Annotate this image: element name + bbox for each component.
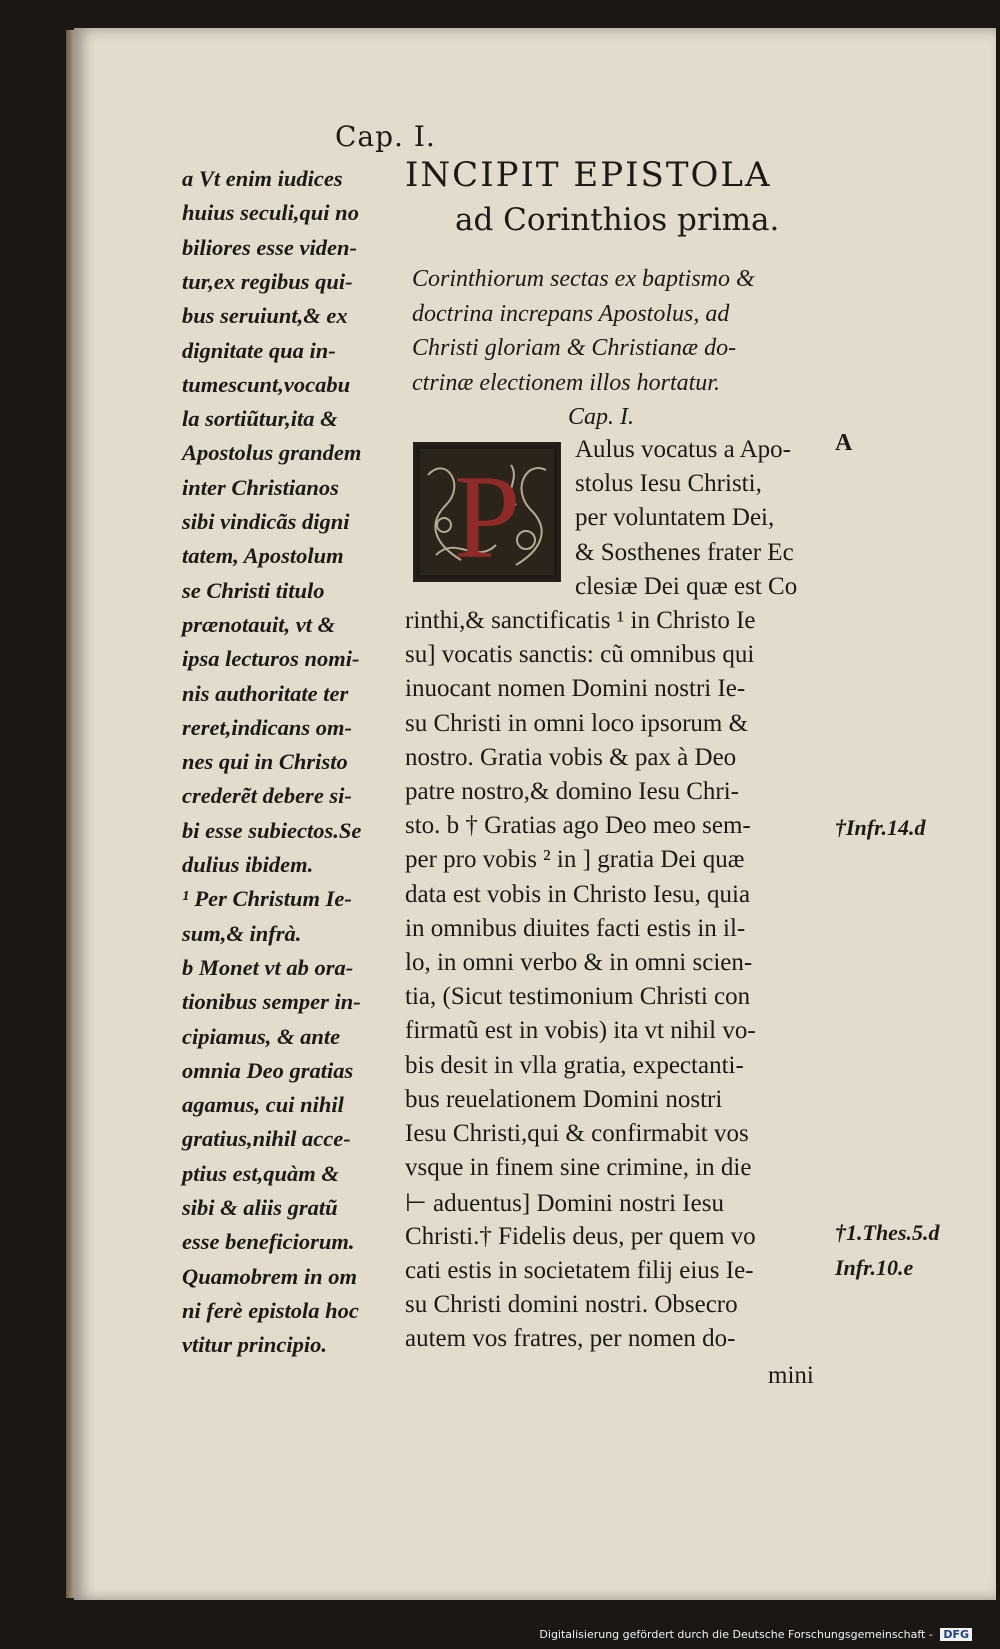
body-text-line: lo, in omni verbo & in omni scien- bbox=[405, 949, 753, 976]
body-text-line: sto. b † Gratias ago Deo meo sem- bbox=[405, 812, 751, 840]
side-note-line: b Monet vt ab ora- bbox=[182, 954, 354, 980]
body-text-line: su Christi domini nostri. Obsecro bbox=[405, 1291, 738, 1318]
cross-reference: †Infr.14.d bbox=[835, 815, 926, 840]
side-note-line: biliores esse viden- bbox=[182, 234, 357, 260]
body-text-line: per voluntatem Dei, bbox=[575, 504, 775, 532]
body-text-line: bus reuelationem Domini nostri bbox=[405, 1085, 723, 1113]
side-note-line: ptius est,quàm & bbox=[182, 1160, 339, 1186]
side-note-line: ¹ Per Christum Ie- bbox=[182, 886, 352, 912]
side-note-line: tumescunt,vocabu bbox=[182, 371, 351, 397]
body-text-line: data est vobis in Christo Iesu, quia bbox=[405, 880, 751, 908]
body-text-line: inuocant nomen Domini nostri Ie- bbox=[405, 675, 746, 703]
chapter-label: Cap. I. bbox=[568, 404, 634, 430]
side-note-line: agamus, cui nihil bbox=[182, 1092, 344, 1118]
body-text-line: su] vocatis sanctis: cũ omnibus qui bbox=[405, 641, 755, 669]
side-note-line: inter Christianos bbox=[182, 474, 339, 500]
decorated-initial bbox=[413, 442, 561, 582]
side-note-line: crederẽt debere si- bbox=[182, 783, 352, 809]
side-note-line: nes qui in Christo bbox=[182, 749, 348, 775]
argument-line: Corinthiorum sectas ex baptismo & bbox=[412, 266, 755, 292]
side-note-line: tatem, Apostolum bbox=[182, 543, 344, 569]
side-note-line: esse beneficiorum. bbox=[182, 1229, 355, 1255]
side-note-line: ni ferè epistola hoc bbox=[182, 1297, 359, 1323]
body-text-line: stolus Iesu Christi, bbox=[575, 470, 762, 498]
catchword: mini bbox=[768, 1362, 814, 1389]
side-note-line: nis authoritate ter bbox=[182, 680, 349, 706]
side-note-line: dignitate qua in- bbox=[182, 337, 336, 363]
body-text-line: Iesu Christi,qui & confirmabit vos bbox=[405, 1120, 749, 1147]
side-note-line: tur,ex regibus qui- bbox=[182, 268, 353, 294]
section-marker-a: A bbox=[835, 430, 853, 456]
body-text-line: ⊢ aduentus] Domini nostri Iesu bbox=[405, 1190, 724, 1218]
body-text-line: bis desit in vlla gratia, expectanti- bbox=[405, 1051, 744, 1079]
body-text-line: tia, (Sicut testimonium Christi con bbox=[405, 983, 751, 1011]
side-note-line: a Vt enim iudices bbox=[182, 166, 343, 191]
argument-line: doctrina increpans Apostolus, ad bbox=[412, 300, 730, 327]
body-text-line: patre nostro,& domino Iesu Chri- bbox=[405, 778, 739, 805]
side-note-line: Quamobrem in om bbox=[182, 1263, 358, 1289]
side-note-line: sibi & aliis gratũ bbox=[182, 1195, 338, 1220]
side-note-line: bi esse subiectos.Se bbox=[182, 817, 362, 843]
side-note-line: omnia Deo gratias bbox=[182, 1057, 354, 1083]
epistle-title: INCIPIT EPISTOLA bbox=[405, 155, 772, 195]
body-text-line: cati estis in societatem filij eius Ie- bbox=[405, 1256, 754, 1284]
epistle-subtitle: ad Corinthios prima. bbox=[455, 202, 780, 238]
body-text-line: clesiæ Dei quæ est Co bbox=[575, 572, 798, 600]
chapter-heading: Cap. I. bbox=[335, 120, 436, 153]
body-text-line: Aulus vocatus a Apo- bbox=[575, 436, 791, 463]
body-text-line: Christi.† Fidelis deus, per quem vo bbox=[405, 1222, 756, 1250]
side-note-line: bus seruiunt,& ex bbox=[182, 303, 348, 329]
body-text-line: rinthi,& sanctificatis ¹ in Christo Ie bbox=[405, 607, 756, 634]
body-text-line: per pro vobis ² in ] gratia Dei quæ bbox=[405, 846, 745, 874]
body-text-line: su Christi in omni loco ipsorum & bbox=[405, 709, 749, 737]
initial-letter: P bbox=[453, 450, 521, 579]
side-note-line: tionibus semper in- bbox=[182, 989, 361, 1015]
body-text-line: nostro. Gratia vobis & pax à Deo bbox=[405, 743, 737, 771]
side-note-line: gratius,nihil acce- bbox=[182, 1126, 351, 1152]
side-note-line: ipsa lecturos nomi- bbox=[182, 646, 360, 672]
initial-ornament-image bbox=[416, 445, 558, 579]
side-note-line: reret,indicans om- bbox=[182, 714, 353, 740]
side-note-line: dulius ibidem. bbox=[182, 852, 314, 877]
side-note-line: sibi vindicãs digni bbox=[182, 509, 350, 534]
body-text-line: firmatũ est in vobis) ita vt nihil vo- bbox=[405, 1017, 756, 1045]
body-text-line: vsque in finem sine crimine, in die bbox=[405, 1154, 752, 1182]
digitization-credit bbox=[539, 1628, 972, 1641]
side-note-line: Apostolus grandem bbox=[182, 440, 362, 466]
cross-reference: †1.Thes.5.d bbox=[835, 1220, 940, 1245]
side-note-line: cipiamus, & ante bbox=[182, 1023, 341, 1049]
body-text-line: & Sosthenes frater Ec bbox=[575, 538, 794, 566]
credit-text: Digitalisierung gefördert durch die Deutsche Forschungsgemeinschaft - bbox=[539, 1628, 933, 1641]
side-note-line: la sortiũtur,ita & bbox=[182, 406, 338, 432]
side-note-line: huius seculi,qui no bbox=[182, 200, 359, 226]
dfg-logo: DFG bbox=[940, 1628, 972, 1641]
side-note-line: prænotauit, vt & bbox=[182, 611, 336, 637]
body-text-line: in omnibus diuites facti estis in il- bbox=[405, 914, 746, 942]
side-note-line: vtitur principio. bbox=[182, 1332, 328, 1358]
cross-reference: Infr.10.e bbox=[835, 1255, 914, 1280]
argument-line: Christi gloriam & Christianæ do- bbox=[412, 335, 737, 361]
body-text-line: autem vos fratres, per nomen do- bbox=[405, 1325, 736, 1353]
side-note-line: se Christi titulo bbox=[182, 577, 325, 603]
argument-line: ctrinæ electionem illos hortatur. bbox=[412, 369, 720, 396]
side-note-line: sum,& infrà. bbox=[182, 920, 302, 946]
